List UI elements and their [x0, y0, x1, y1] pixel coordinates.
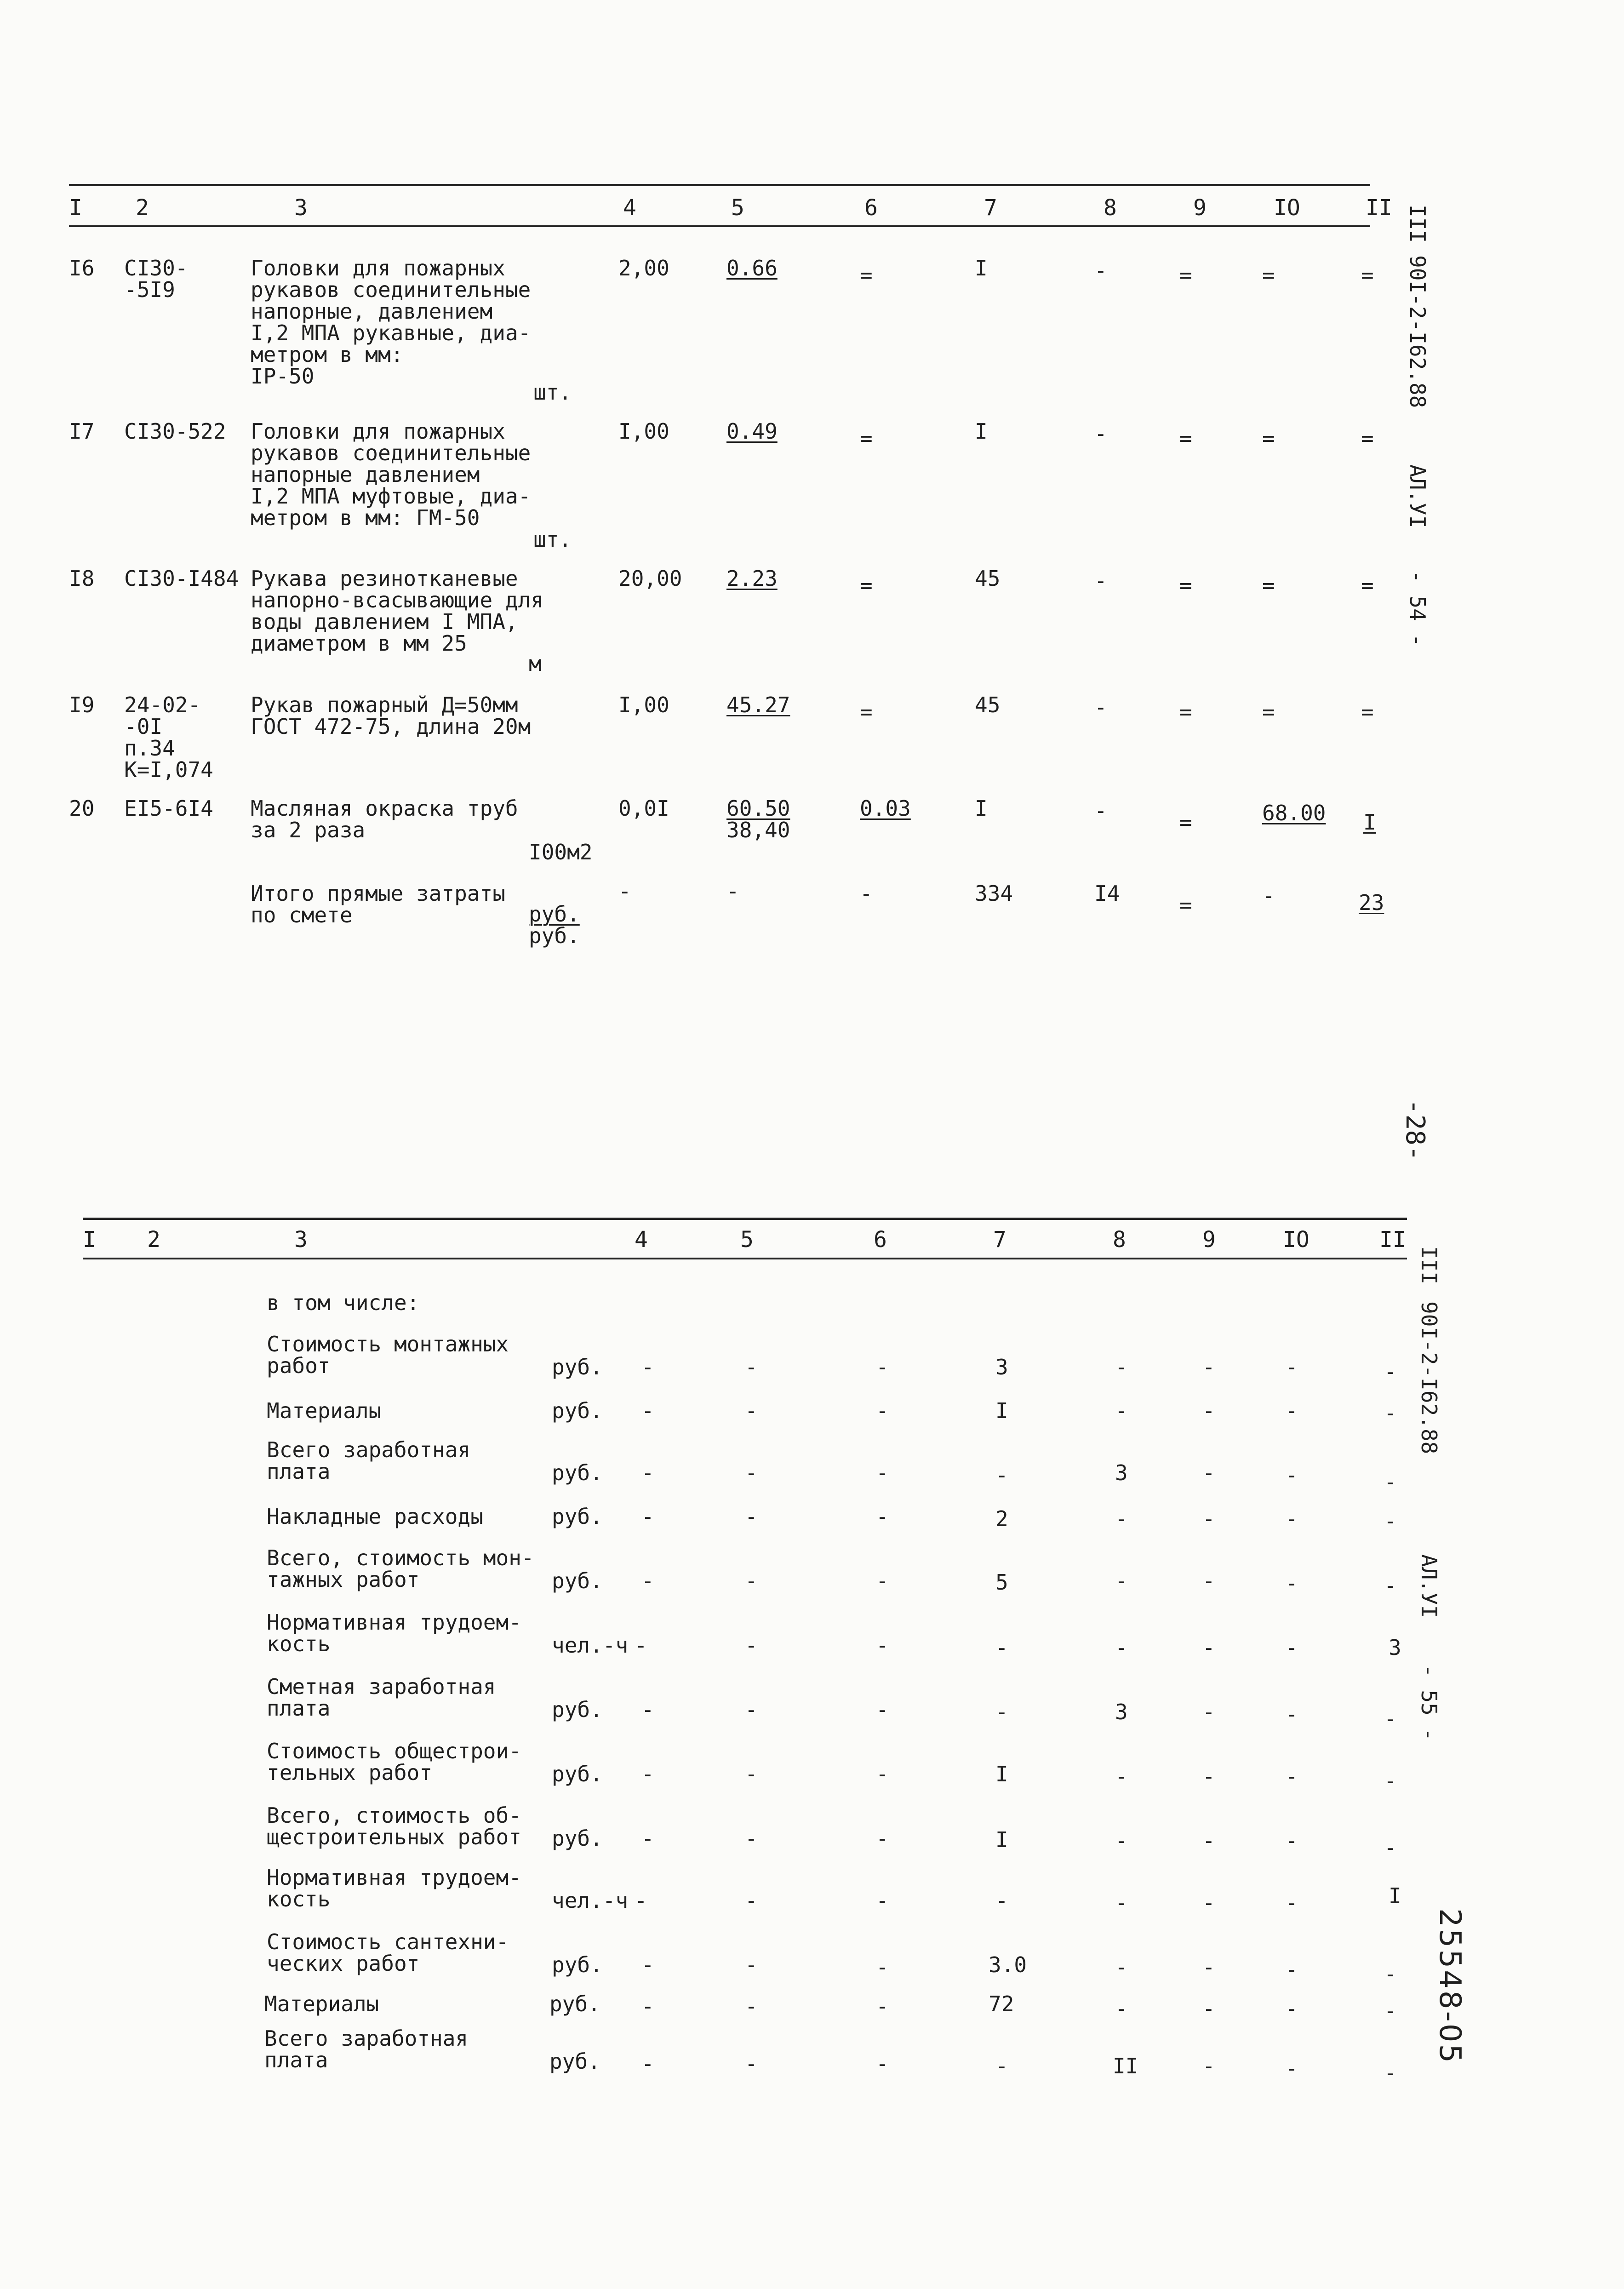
- cell-col8: -: [1115, 1955, 1128, 1980]
- col-header: 3: [294, 195, 308, 221]
- row-description: Стоимость сантехни- ческих работ: [267, 1929, 509, 1976]
- cell-price: 0.49: [726, 419, 778, 444]
- row-description: Нормативная трудоем- кость: [267, 1610, 521, 1656]
- cell-col7: I: [975, 419, 988, 444]
- cell-quantity: I,00: [618, 692, 669, 717]
- row-description: Сметная заработная плата: [267, 1674, 496, 1721]
- cell-col8: 3: [1115, 1700, 1128, 1724]
- cell-col5: -: [745, 1633, 758, 1658]
- cell-col6: -: [876, 1697, 889, 1722]
- cell-col6: =: [860, 263, 873, 287]
- top-rule-upper: [69, 184, 1370, 186]
- cell-col11: I: [1389, 1883, 1401, 1908]
- cell-col9: -: [1202, 1635, 1215, 1660]
- cell-col6: -: [876, 1826, 889, 1851]
- row-description: Всего заработная плата: [264, 2026, 469, 2072]
- col-header: 8: [1104, 195, 1117, 221]
- cell-col7: I: [975, 796, 988, 821]
- cell-col7: -: [995, 2054, 1008, 2078]
- cell-col8: -: [1115, 1890, 1128, 1915]
- row-unit: руб.: [552, 1826, 603, 1851]
- cell-col11: -: [1384, 1962, 1397, 1986]
- cell-col10: 68.00: [1262, 801, 1326, 825]
- section-intro: в том числе:: [267, 1290, 420, 1315]
- cell-price: -: [726, 879, 739, 904]
- cell-col11: =: [1361, 426, 1374, 451]
- cell-col8: -: [1115, 1828, 1128, 1853]
- cell-col7: I: [995, 1398, 1008, 1423]
- cell-col5: -: [745, 1460, 758, 1485]
- row-description: Материалы: [267, 1398, 382, 1423]
- cell-col10: -: [1285, 2056, 1298, 2081]
- bottom-rule-lower: [83, 1258, 1407, 1259]
- cell-col6: -: [876, 1888, 889, 1913]
- col-header: 6: [864, 195, 878, 221]
- sheet-number: - 54 -: [1405, 570, 1430, 647]
- cell-col6: 0.03: [860, 796, 911, 821]
- cell-col5: -: [745, 1568, 758, 1593]
- cell-col5: -: [745, 2051, 758, 2076]
- cell-col4: -: [641, 1504, 654, 1529]
- col-header: 2: [147, 1227, 160, 1253]
- bottom-rule-upper: [83, 1218, 1407, 1220]
- cell-col4: -: [641, 1762, 654, 1786]
- row-unit: руб.: [549, 2049, 600, 2074]
- cell-col6: =: [860, 426, 873, 451]
- cell-col11: -: [1384, 1835, 1397, 1860]
- cell-col9: -: [1202, 1764, 1215, 1789]
- cell-col6: -: [860, 881, 873, 906]
- cell-col10: -: [1285, 1506, 1298, 1531]
- cell-col4: -: [635, 1888, 647, 1913]
- cell-col8: -: [1115, 1506, 1128, 1531]
- cell-col9: -: [1202, 1460, 1215, 1485]
- col-header: II: [1379, 1227, 1406, 1253]
- cell-col6: =: [860, 699, 873, 724]
- cell-col11: -: [1384, 1706, 1397, 1731]
- row-unit: руб.: [552, 1504, 603, 1529]
- cell-col4: -: [641, 1697, 654, 1722]
- cell-col5: -: [745, 1826, 758, 1851]
- cell-col5: -: [745, 1398, 758, 1423]
- cell-col10: -: [1285, 1890, 1298, 1915]
- cell-col9: =: [1179, 573, 1192, 598]
- cell-col11: =: [1361, 263, 1374, 287]
- cell-col6: -: [876, 1762, 889, 1786]
- row-description: Головки для пожарных рукавов соединительные напорные, давлением I,2 МПА рукавные, диа- метром в мм: IP-50: [251, 256, 531, 389]
- cell-col6: -: [876, 1504, 889, 1529]
- row-description: Всего, стоимость об- щестроительных работ: [267, 1803, 521, 1849]
- cell-col7: 45: [975, 566, 1001, 591]
- cell-col9: =: [1179, 263, 1192, 287]
- cell-col11: -: [1384, 2060, 1397, 2085]
- cell-col8: -: [1115, 1996, 1128, 2021]
- cell-col7: 3.0: [989, 1952, 1027, 1977]
- cell-quantity: 2,00: [618, 256, 669, 280]
- sheet-number: - 55 -: [1417, 1665, 1441, 1741]
- cell-col10: -: [1285, 1702, 1298, 1727]
- cell-quantity: -: [618, 879, 631, 904]
- cell-col4: -: [641, 2051, 654, 2076]
- cell-col7: 2: [995, 1506, 1008, 1531]
- cell-col8: -: [1094, 258, 1107, 283]
- row-description: Всего заработная плата: [267, 1437, 471, 1484]
- cell-col4: -: [641, 1994, 654, 2019]
- document-number: 25548-05: [1433, 1908, 1467, 2065]
- cell-col10: =: [1262, 263, 1275, 287]
- row-number: 20: [69, 796, 95, 821]
- cell-quantity: I,00: [618, 419, 669, 444]
- cell-col10: -: [1285, 1355, 1298, 1379]
- cell-col6: -: [876, 1460, 889, 1485]
- row-description: Накладные расходы: [267, 1504, 483, 1529]
- row-number: I9: [69, 692, 95, 717]
- cell-col6: =: [860, 573, 873, 598]
- row-description: Головки для пожарных рукавов соединительные напорные давлением I,2 МПА муфтовые, диа- метром в мм: ГМ-50: [251, 419, 531, 530]
- cell-col6: -: [876, 1398, 889, 1423]
- cell-col4: -: [641, 1460, 654, 1485]
- cell-col9: -: [1202, 1700, 1215, 1724]
- col-header: 8: [1113, 1227, 1126, 1253]
- row-unit: чел.-ч: [552, 1888, 629, 1913]
- cell-col5: -: [745, 1355, 758, 1379]
- cell-col8: -: [1115, 1398, 1128, 1423]
- cell-col11: -: [1384, 1509, 1397, 1534]
- col-header: I: [69, 195, 82, 221]
- col-header: 5: [731, 195, 744, 221]
- cell-col8: -: [1094, 798, 1107, 823]
- row-unit: руб.: [552, 1952, 603, 1977]
- cell-col8: II: [1113, 2054, 1138, 2078]
- cell-col8: -: [1094, 421, 1107, 446]
- row-unit: шт.: [533, 527, 572, 552]
- cell-col4: -: [641, 1952, 654, 1977]
- cell-col9: =: [1179, 810, 1192, 835]
- cell-col10: =: [1262, 699, 1275, 724]
- cell-col8: -: [1115, 1355, 1128, 1379]
- row-description: Материалы: [264, 1991, 379, 2016]
- row-code: EI5-6I4: [124, 796, 213, 821]
- row-unit: руб.: [552, 1762, 603, 1786]
- album-label: АЛ.УI: [1417, 1554, 1441, 1618]
- cell-col7: I: [995, 1762, 1008, 1786]
- cell-col9: -: [1202, 1398, 1215, 1423]
- cell-col9: -: [1202, 1828, 1215, 1853]
- cell-col4: -: [641, 1826, 654, 1851]
- cell-col8: 3: [1115, 1460, 1128, 1485]
- cell-col9: -: [1202, 1955, 1215, 1980]
- col-header: 9: [1202, 1227, 1216, 1253]
- cell-col10: =: [1262, 426, 1275, 451]
- cell-col5: -: [745, 1762, 758, 1786]
- page-number: -28-: [1400, 1099, 1430, 1161]
- row-number: I6: [69, 256, 95, 280]
- row-description: Итого прямые затраты по смете: [251, 881, 505, 927]
- cell-col11: 23: [1359, 890, 1384, 915]
- col-header: 3: [294, 1227, 308, 1253]
- cell-col10: -: [1285, 1828, 1298, 1853]
- cell-col10: =: [1262, 573, 1275, 598]
- cell-col9: =: [1179, 426, 1192, 451]
- cell-col11: I: [1363, 810, 1376, 835]
- row-unit: руб.: [549, 1991, 600, 2016]
- row-unit: м: [529, 651, 542, 676]
- cell-col7: -: [995, 1463, 1008, 1488]
- cell-col5: -: [745, 1888, 758, 1913]
- cell-col8: -: [1115, 1635, 1128, 1660]
- col-header: 4: [623, 195, 636, 221]
- row-unit: шт.: [533, 380, 572, 405]
- row-unit: руб.: [552, 1355, 603, 1379]
- cell-col10: -: [1285, 1463, 1298, 1488]
- cell-col8: -: [1094, 568, 1107, 593]
- cell-col10: -: [1262, 883, 1275, 908]
- row-unit: руб. руб.: [529, 902, 580, 948]
- cell-col9: -: [1202, 1890, 1215, 1915]
- col-header: IO: [1274, 195, 1300, 221]
- top-rule-lower: [69, 225, 1370, 227]
- cell-col11: -: [1384, 1359, 1397, 1384]
- row-unit: руб.: [552, 1460, 603, 1485]
- cell-col7: 334: [975, 881, 1013, 906]
- row-number: I8: [69, 566, 95, 591]
- cell-price: 2.23: [726, 566, 778, 591]
- cell-col5: -: [745, 1952, 758, 1977]
- col-header: 5: [740, 1227, 754, 1253]
- cell-col6: -: [876, 1568, 889, 1593]
- cell-col5: -: [745, 1504, 758, 1529]
- row-description: Масляная окраска труб за 2 раза: [251, 796, 518, 842]
- col-header: 4: [635, 1227, 648, 1253]
- cell-col10: -: [1285, 1764, 1298, 1789]
- row-unit: руб.: [552, 1568, 603, 1593]
- cell-col7: 72: [989, 1991, 1014, 2016]
- cell-col11: -: [1384, 1998, 1397, 2023]
- cell-col9: -: [1202, 2054, 1215, 2078]
- cell-col11: =: [1361, 573, 1374, 598]
- cell-price: 60.50 38,40: [726, 796, 790, 842]
- row-unit: руб.: [552, 1697, 603, 1722]
- album-label: АЛ.УI: [1405, 464, 1430, 528]
- cell-col10: -: [1285, 1957, 1298, 1982]
- row-code: CI30-I484: [124, 566, 239, 591]
- cell-col7: 5: [995, 1570, 1008, 1595]
- cell-col10: -: [1285, 1398, 1298, 1423]
- project-code: 90I-2-I62.88: [1405, 255, 1430, 408]
- cell-col5: -: [745, 1697, 758, 1722]
- cell-col10: -: [1285, 1996, 1298, 2021]
- cell-col11: -: [1384, 1401, 1397, 1425]
- row-description: Стоимость монтажных работ: [267, 1332, 509, 1378]
- cell-col9: -: [1202, 1355, 1215, 1379]
- cell-col9: =: [1179, 893, 1192, 917]
- cell-col8: -: [1115, 1764, 1128, 1789]
- cell-col11: =: [1361, 699, 1374, 724]
- cell-col7: I: [975, 256, 988, 280]
- column-header-iii: III: [1405, 205, 1430, 243]
- col-header: 2: [136, 195, 149, 221]
- cell-col11: -: [1384, 1573, 1397, 1598]
- cell-quantity: 20,00: [618, 566, 682, 591]
- col-header: IO: [1283, 1227, 1309, 1253]
- cell-col7: -: [995, 1888, 1008, 1913]
- row-code: CI30- -5I9: [124, 256, 188, 302]
- cell-col11: -: [1384, 1470, 1397, 1494]
- cell-price: 45.27: [726, 692, 790, 717]
- col-header: 9: [1193, 195, 1207, 221]
- row-unit: руб.: [552, 1398, 603, 1423]
- col-header: 6: [874, 1227, 887, 1253]
- column-header-iii: III: [1417, 1246, 1441, 1285]
- cell-col6: -: [876, 1633, 889, 1658]
- row-description: Рукав пожарный Д=50мм ГОСТ 472-75, длина 20м: [251, 692, 531, 739]
- cell-col9: -: [1202, 1996, 1215, 2021]
- cell-col7: -: [995, 1635, 1008, 1660]
- col-header: II: [1366, 195, 1392, 221]
- cell-col4: -: [641, 1398, 654, 1423]
- cell-col10: -: [1285, 1635, 1298, 1660]
- row-description: Всего, стоимость мон- тажных работ: [267, 1545, 534, 1592]
- cell-col9: =: [1179, 699, 1192, 724]
- row-code: 24-02- -0I п.34 К=I,074: [124, 692, 213, 782]
- cell-col7: 3: [995, 1355, 1008, 1379]
- cell-col7: I: [995, 1827, 1008, 1852]
- row-code: CI30-522: [124, 419, 226, 444]
- cell-col6: -: [876, 1955, 889, 1980]
- cell-col8: -: [1094, 695, 1107, 720]
- cell-col11: -: [1384, 1768, 1397, 1793]
- cell-col6: -: [876, 1355, 889, 1379]
- row-unit: чел.-ч: [552, 1633, 629, 1658]
- col-header: I: [83, 1227, 96, 1253]
- cell-quantity: 0,0I: [618, 796, 669, 821]
- row-unit: I00м2: [529, 840, 593, 864]
- cell-col6: -: [876, 2051, 889, 2076]
- cell-col6: -: [876, 1994, 889, 2019]
- cell-col11: 3: [1389, 1635, 1401, 1660]
- cell-col4: -: [635, 1633, 647, 1658]
- cell-col8: -: [1115, 1568, 1128, 1593]
- cell-col9: -: [1202, 1568, 1215, 1593]
- row-description: Стоимость общестрои- тельных работ: [267, 1739, 521, 1785]
- cell-col5: -: [745, 1994, 758, 2019]
- cell-col7: 45: [975, 692, 1001, 717]
- row-number: I7: [69, 419, 95, 444]
- row-description: Рукава резинотканевые напорно-всасывающие для воды давлением I МПА, диаметром в мм 25: [251, 566, 543, 656]
- row-description: Нормативная трудоем- кость: [267, 1865, 521, 1911]
- cell-col10: -: [1285, 1571, 1298, 1596]
- cell-col4: -: [641, 1355, 654, 1379]
- col-header: 7: [984, 195, 997, 221]
- cell-col9: -: [1202, 1506, 1215, 1531]
- cell-col8: I4: [1094, 881, 1120, 906]
- cell-price: 0.66: [726, 256, 778, 280]
- cell-col4: -: [641, 1568, 654, 1593]
- col-header: 7: [993, 1227, 1006, 1253]
- cell-col7: -: [995, 1700, 1008, 1724]
- project-code: 90I-2-I62.88: [1417, 1301, 1441, 1454]
